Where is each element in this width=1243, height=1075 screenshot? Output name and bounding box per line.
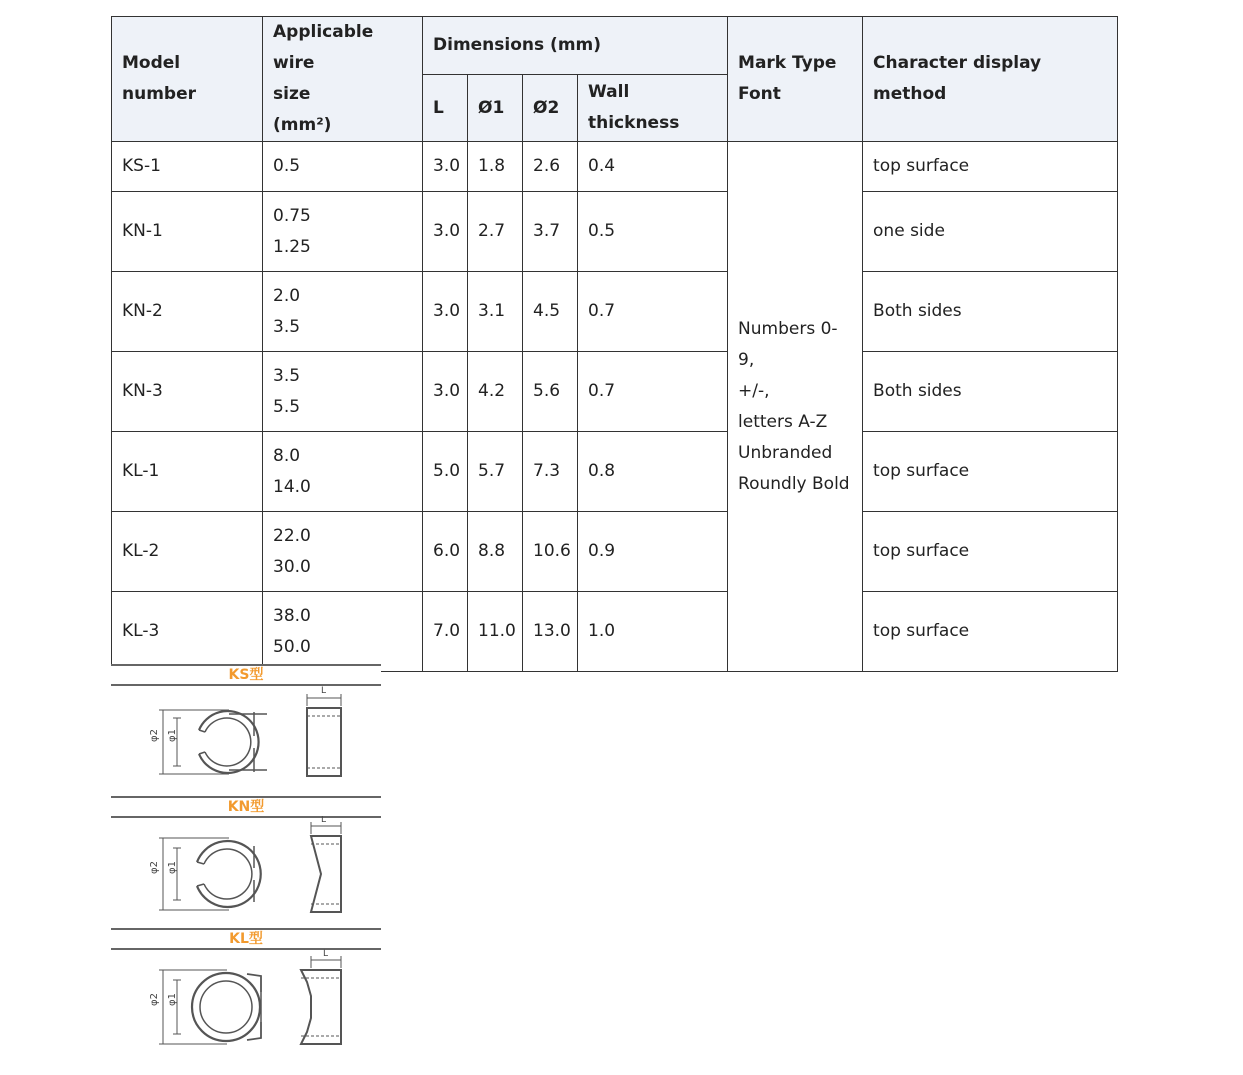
cell-wire: 2.0 3.5 bbox=[263, 272, 423, 352]
cell-display: top surface bbox=[863, 142, 1118, 192]
cell-l: 6.0 bbox=[423, 512, 468, 592]
header-wire-size: Applicable wire size (mm²) bbox=[263, 17, 423, 142]
cell-wire: 0.5 bbox=[263, 142, 423, 192]
header-dim-wall: Wall thickness bbox=[578, 75, 728, 142]
cell-model: KN-1 bbox=[112, 192, 263, 272]
cell-display: top surface bbox=[863, 432, 1118, 512]
label-l: L bbox=[323, 949, 329, 959]
spec-table bbox=[111, 16, 1118, 672]
ks-drawing bbox=[111, 684, 381, 796]
diagram-band bbox=[111, 928, 381, 950]
label-l: L bbox=[321, 816, 327, 825]
header-display-method: Character display method bbox=[863, 17, 1118, 142]
cell-d2: 7.3 bbox=[523, 432, 578, 512]
diagram-kl bbox=[111, 926, 381, 1058]
cell-d1: 3.1 bbox=[468, 272, 523, 352]
table-row bbox=[112, 352, 1118, 432]
diagram-kn bbox=[111, 794, 381, 926]
cell-d2: 3.7 bbox=[523, 192, 578, 272]
table-row bbox=[112, 512, 1118, 592]
cell-wire: 3.5 5.5 bbox=[263, 352, 423, 432]
label-d1: φ1 bbox=[167, 729, 178, 742]
label-l: L bbox=[321, 686, 327, 696]
cell-l: 3.0 bbox=[423, 142, 468, 192]
kn-drawing bbox=[111, 816, 381, 928]
cell-d2: 10.6 bbox=[523, 512, 578, 592]
cell-model: KL-1 bbox=[112, 432, 263, 512]
cell-d2: 13.0 bbox=[523, 592, 578, 672]
header-dim-d1: Ø1 bbox=[468, 75, 523, 142]
cell-display: Both sides bbox=[863, 272, 1118, 352]
cell-l: 7.0 bbox=[423, 592, 468, 672]
cell-d1: 8.8 bbox=[468, 512, 523, 592]
cell-wall: 0.9 bbox=[578, 512, 728, 592]
cell-display: top surface bbox=[863, 512, 1118, 592]
header-model-number: Model number bbox=[112, 17, 263, 142]
cell-wire: 22.0 30.0 bbox=[263, 512, 423, 592]
header-dimensions: Dimensions (mm) bbox=[423, 17, 728, 75]
cell-model: KL-2 bbox=[112, 512, 263, 592]
kl-drawing bbox=[111, 948, 381, 1060]
cell-d2: 2.6 bbox=[523, 142, 578, 192]
cell-display: one side bbox=[863, 192, 1118, 272]
cell-l: 3.0 bbox=[423, 272, 468, 352]
cell-d1: 4.2 bbox=[468, 352, 523, 432]
cell-display: top surface bbox=[863, 592, 1118, 672]
cell-model: KL-3 bbox=[112, 592, 263, 672]
diagram-band bbox=[111, 664, 381, 686]
table-row bbox=[112, 592, 1118, 672]
cell-wire: 38.0 50.0 bbox=[263, 592, 423, 672]
label-d2: φ2 bbox=[149, 993, 160, 1006]
header-dim-l: L bbox=[423, 75, 468, 142]
cell-l: 3.0 bbox=[423, 352, 468, 432]
table-row bbox=[112, 142, 1118, 192]
table-row bbox=[112, 432, 1118, 512]
header-dim-d2: Ø2 bbox=[523, 75, 578, 142]
cell-model: KS-1 bbox=[112, 142, 263, 192]
cell-wall: 0.5 bbox=[578, 192, 728, 272]
diagram-label: KS型 bbox=[228, 667, 264, 683]
cell-wire: 8.0 14.0 bbox=[263, 432, 423, 512]
diagram-band bbox=[111, 796, 381, 818]
diagram-ks bbox=[111, 662, 381, 794]
header-mark-type-font: Mark Type Font bbox=[728, 17, 863, 142]
diagram-label: KN型 bbox=[227, 799, 265, 815]
cell-l: 5.0 bbox=[423, 432, 468, 512]
cell-l: 3.0 bbox=[423, 192, 468, 272]
cell-d1: 5.7 bbox=[468, 432, 523, 512]
cell-wall: 0.7 bbox=[578, 272, 728, 352]
table-row bbox=[112, 272, 1118, 352]
cell-d1: 2.7 bbox=[468, 192, 523, 272]
cell-display: Both sides bbox=[863, 352, 1118, 432]
cell-wall: 1.0 bbox=[578, 592, 728, 672]
label-d1: φ1 bbox=[167, 993, 178, 1006]
diagram-label: KL型 bbox=[229, 931, 263, 947]
cell-wall: 0.4 bbox=[578, 142, 728, 192]
cell-wire: 0.75 1.25 bbox=[263, 192, 423, 272]
cell-mark-font: Numbers 0-9, +/-, letters A-Z Unbranded Roundly Bold bbox=[728, 142, 863, 672]
cell-model: KN-3 bbox=[112, 352, 263, 432]
cell-wall: 0.8 bbox=[578, 432, 728, 512]
label-d2: φ2 bbox=[149, 729, 160, 742]
diagram-panel bbox=[111, 662, 381, 1058]
label-d1: φ1 bbox=[167, 861, 178, 874]
table-row bbox=[112, 192, 1118, 272]
cell-d2: 5.6 bbox=[523, 352, 578, 432]
cell-wall: 0.7 bbox=[578, 352, 728, 432]
cell-d1: 11.0 bbox=[468, 592, 523, 672]
cell-d1: 1.8 bbox=[468, 142, 523, 192]
label-d2: φ2 bbox=[149, 861, 160, 874]
cell-model: KN-2 bbox=[112, 272, 263, 352]
cell-d2: 4.5 bbox=[523, 272, 578, 352]
